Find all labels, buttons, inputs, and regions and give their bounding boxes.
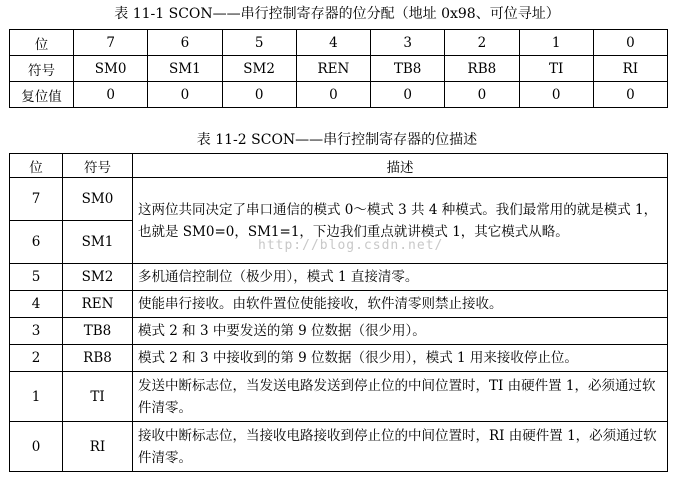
bit-cell: 7 bbox=[10, 178, 63, 221]
symbol-cell: REN bbox=[63, 291, 133, 318]
table-cell: 6 bbox=[148, 30, 222, 56]
table-header-row bbox=[10, 154, 668, 178]
header-description: 描述 bbox=[133, 154, 668, 178]
row-header-reset: 复位值 bbox=[10, 82, 74, 108]
description-cell: 这两位共同决定了串口通信的模式 0～模式 3 共 4 种模式。我们最常用的就是模式 1，也就是 SM0=0，SM1=1，下边我们重点就讲模式 1，其它模式从略。 bbox=[133, 178, 668, 264]
table-cell: SM1 bbox=[148, 56, 222, 82]
table-cell: RB8 bbox=[445, 56, 519, 82]
description-cell: 使能串行接收。由软件置位使能接收，软件清零则禁止接收。 bbox=[133, 291, 668, 318]
table-row bbox=[10, 318, 668, 345]
table-cell: 0 bbox=[296, 82, 370, 108]
table-row-symbol bbox=[10, 56, 668, 82]
symbol-cell: RI bbox=[63, 422, 133, 472]
table-row-reset bbox=[10, 82, 668, 108]
bit-cell: 0 bbox=[10, 422, 63, 472]
table-cell: TB8 bbox=[371, 56, 445, 82]
bit-cell: 3 bbox=[10, 318, 63, 345]
table-cell: 0 bbox=[445, 82, 519, 108]
table-cell: 1 bbox=[519, 30, 593, 56]
symbol-cell: SM0 bbox=[63, 178, 133, 221]
table2-caption: 表 11-2 SCON——串行控制寄存器的位描述 bbox=[196, 132, 478, 148]
table-row bbox=[10, 178, 668, 221]
header-bit: 位 bbox=[10, 154, 63, 178]
table-cell: TI bbox=[519, 56, 593, 82]
table1-caption: 表 11-1 SCON——串行控制寄存器的位分配（地址 0x98、可位寻址） bbox=[114, 6, 560, 22]
table-cell: 3 bbox=[371, 30, 445, 56]
table-cell: 7 bbox=[74, 30, 148, 56]
description-cell: 接收中断标志位，当接收电路接收到停止位的中间位置时，RI 由硬件置 1，必须通过软件清零。 bbox=[133, 422, 668, 472]
table-cell: REN bbox=[296, 56, 370, 82]
row-header-symbol: 符号 bbox=[10, 56, 74, 82]
symbol-cell: RB8 bbox=[63, 345, 133, 372]
bit-cell: 4 bbox=[10, 291, 63, 318]
table-cell: 4 bbox=[296, 30, 370, 56]
description-cell: 多机通信控制位（极少用），模式 1 直接清零。 bbox=[133, 264, 668, 291]
bit-description-table bbox=[9, 153, 668, 472]
description-cell: 模式 2 和 3 中接收到的第 9 位数据（很少用），模式 1 用来接收停止位。 bbox=[133, 345, 668, 372]
watermark-text: http://blog.csdn.net/ bbox=[258, 238, 444, 253]
table-row bbox=[10, 422, 668, 472]
table-cell: 0 bbox=[222, 82, 296, 108]
table-cell: 0 bbox=[371, 82, 445, 108]
symbol-cell: TB8 bbox=[63, 318, 133, 345]
table-cell: 0 bbox=[74, 82, 148, 108]
bit-cell: 6 bbox=[10, 221, 63, 264]
table-cell: 0 bbox=[593, 30, 667, 56]
bit-cell: 5 bbox=[10, 264, 63, 291]
symbol-cell: SM1 bbox=[63, 221, 133, 264]
symbol-cell: SM2 bbox=[63, 264, 133, 291]
table-row bbox=[10, 264, 668, 291]
description-cell: 模式 2 和 3 中要发送的第 9 位数据（很少用）。 bbox=[133, 318, 668, 345]
bit-cell: 2 bbox=[10, 345, 63, 372]
table-cell: SM0 bbox=[74, 56, 148, 82]
table-cell: RI bbox=[593, 56, 667, 82]
table-cell: 2 bbox=[445, 30, 519, 56]
table-row-bit bbox=[10, 30, 668, 56]
bit-allocation-table bbox=[9, 29, 668, 108]
table-row bbox=[10, 291, 668, 318]
table-cell: 5 bbox=[222, 30, 296, 56]
header-symbol: 符号 bbox=[63, 154, 133, 178]
table-row bbox=[10, 345, 668, 372]
table-cell: 0 bbox=[519, 82, 593, 108]
table-cell: SM2 bbox=[222, 56, 296, 82]
table-cell: 0 bbox=[593, 82, 667, 108]
table-cell: 0 bbox=[148, 82, 222, 108]
bit-cell: 1 bbox=[10, 372, 63, 422]
row-header-bit: 位 bbox=[10, 30, 74, 56]
table-row bbox=[10, 372, 668, 422]
symbol-cell: TI bbox=[63, 372, 133, 422]
description-cell: 发送中断标志位，当发送电路发送到停止位的中间位置时，TI 由硬件置 1，必须通过软件清零。 bbox=[133, 372, 668, 422]
